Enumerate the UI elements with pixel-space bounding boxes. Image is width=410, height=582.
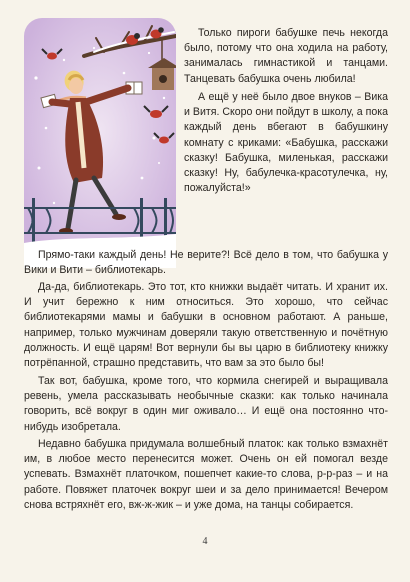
illustration <box>24 18 176 268</box>
page-number: 4 <box>202 536 208 547</box>
paragraph-6: Недавно бабушка придумала волшебный платок: как только взмахнёт им, в любое место перенесится может. Очень он ей помогал везде успевать. Взмахнёт платочком, пошепчет какие-то слова, р-р-раз – и на работе. Повяжет платочек вокруг шеи и за дело принимается! Вечером снова встряхнёт его, вж-ж-жик – и уже дома, на танцы собирается. <box>24 438 388 511</box>
paragraph-3: Прямо-таки каждый день! Не верите?! Всё дело в том, что бабушка у Вики и Вити – библиотекарь. <box>24 249 388 277</box>
paragraph-2: А ещё у неё было двое внуков – Вика и Витя. Скоро они пойдут в школу, а пока каждый день вбегают в бабушкину комнату с криками: «Бабушка, расскажи сказку! Бабушка, миленькая, расскажи сказку! Ну, бабулечка-красотулечка, ну, пожалуйста!» <box>184 91 388 195</box>
paragraph-1: Только пироги бабушке печь некогда было, потому что она ходила на работу, занималась гимнастикой и танцами. Танцевать бабушка очень любила! <box>184 27 388 85</box>
paragraph-4: Да-да, библиотекарь. Это тот, кто книжки выдаёт читать. И хранит их. И учит бережно к ним относиться. Это хорошо, что сейчас библиотекарями мамы и бабушки в основном работают. А раньше, например, только мужчинам доверяли такую ответственную и почётную должность. И ещё царям! Вот вернули бы вы царю в библиотеку книжку потрёпанной, страшно представить, что вам за это было бы! <box>24 281 388 370</box>
paragraph-5: Так вот, бабушка, кроме того, что кормила снегирей и выращивала ревень, умела рассказывать необычные сказки: как только начинала говорить, всё вокруг в один миг оживало… И ещё она постоянно что-нибудь изобретала. <box>24 375 388 433</box>
